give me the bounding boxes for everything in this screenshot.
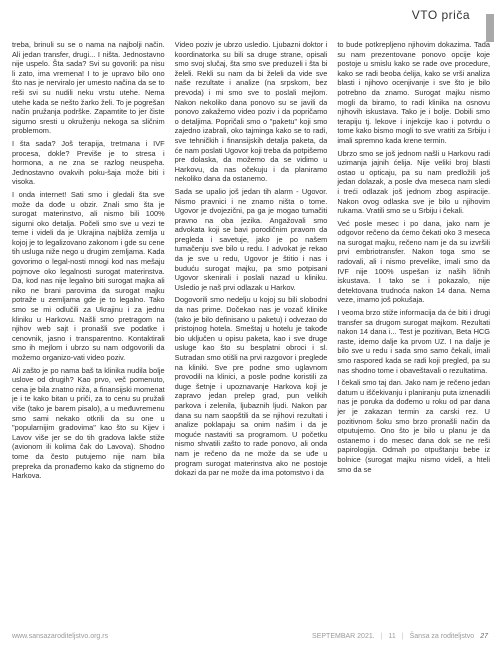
paragraph: treba, brinuli su se o nama na najbolji način. Ali jedan transfer, drugi... I ništa. Jednostavno nije uspelo. Šta sada? Svi su govorili: pa nisu li zato, ima vremena! I to je upravo bilo ono što nas je nerviralo jer umesto načina da se to reši svi su nudili neku vrstu utehe. Nema utehe kada se nešto žarko želi. To je pogrešan način pružanja podrške. Zapamtite to jer čiste sigurno sresti u okruženju nekoga sa sličnim problemom. <box>12 40 165 136</box>
paragraph: I veoma brzo stiže informacija da će biti i drugi transfer sa drugom surogat majkom. Rezultati nakon 14 dana i... Test je pozitivan, Beta HCG raste, idemo dalje ka prvom UZ. I na dalje je bilo sve u redu i sada smo samo čekali, imali smo raspored kada se radi koji pregled, pa su nas shodno tome i obaveštavali o rezultatima. <box>337 308 491 375</box>
column-3 <box>337 40 490 608</box>
paragraph: Sada se upalio još jedan tih alarm - Ugovor. Nismo pravnici i ne znamo ništa o tome. Ugovor je dvojezični, pa ga je mogao tumačiti pravno na oba jezika. Angažovali smo advokata koji se bavi porodičnim pravom da pregleda i savetuje, jako je po našem tumačenju sve bilo u redu. I advokat je rekao da je sve u redu, Ugovor je štitio i nas i buduću surogat majku, pa smo potpisani Ugovor skenirali i poslali nazad u kliniku. Usledio je naš prvi odlazak u Harkov. <box>174 186 328 292</box>
footer-separator: | <box>380 632 383 640</box>
section-marker-bar <box>486 14 494 42</box>
paragraph: Već posle mesec i po dana, jako nam je odgovor rečeno da ćemo čekati oko 3 meseca na surogat majku, rečeno nam je da su izvršili prvi embriotransfer. Nakon toga smo se radovali, ali i nismo prevelike, imali smo da IVF nije 100% uspešan iz naših ličnih iskustava. I tako se i pokazalo, nije detektovana trudnoća nakon 14 dana. Nema veze, imamo još pokušaja. <box>337 218 491 305</box>
paragraph: Video poziv je ubrzo usledio. Ljubazni doktor i koordinatorka su bili sa druge strane, opisali smo svoj slučaj, šta smo sve preduzeli i šta bi želeli. Rekli su nam da bi želeli da vide sve naše rezultate i analize (na srpskom, bez prevoda) i mi smo sve to poslali mejlom. Nakon nekoliko dana ponovo su se javili da ponovo zakažemo video poziv i da popričamo o detaljima. Popričali smo o "paketu" koji smo zajedno izabrali, oko tajminga kako se to radi, sve tehničkih i finansijskih detalja paketa, da će nam poslati Ugovor koji treba da potpišemo pre dolaska, da možemo da se vidimo u Harkovu, da nas očekuju i da planiramo nekoliko dana da ostanemo. <box>174 40 328 184</box>
section-header <box>412 8 470 22</box>
footer-magazine-name: Šansa za roditeljstvo <box>409 632 475 640</box>
footer-issue-date: SEPTEMBAR 2021. <box>312 632 375 640</box>
column-1 <box>12 40 165 608</box>
article-body <box>12 40 490 608</box>
paragraph: Ali zašto je po nama baš ta klinika nudila bolje uslove od drugih? Kao prvo, več pomenuto, cena je bila znatno niža, a finansijski momenat je i te kako bitan u priči, za to cenu su pružali više (tako je barem pisalo), a u međuvremenu smo sami nekako otkrili da su one u "popularnijim gradovima" kao što su Kijev i Lavov više jer se do tih gradova lakše stiže (avionom ili kolima čak do Lavova). Shodno tome da često putujemo nije nam bila prepreka da pronađemo kako da stignemo do Harkova. <box>12 365 165 481</box>
paragraph: Ubrzo smo se još jednom našli u Harkovu radi uzimanja jajnih ćelija. Nije veliki broj blasti ostao u opticaju, pa su nam predložili još jedan dolazak, a posle dva meseca nam sledi i treći odlazak još jednom zbog aspiracije. Nakon ovog odlaska sve je bilo u njihovim rukama. Vratili smo se u Srbiju i čekali. <box>337 148 491 216</box>
page-number: 27 <box>480 632 488 640</box>
footer-separator: | <box>401 632 404 640</box>
footer-issue-number: 11 <box>388 632 396 640</box>
paragraph: to bude potkrepljeno njihovim dokazima. Tada su nam prezentovane ponovo opcije koje postoje u smislu kako se rade ove procedure, kako se radi beoba ćelija, kako se vrši analiza blasti i njihovo ocenjivanje i sve što je bilo potrebno da znamo. Surogat majku nismo mogli da biramo, to radi klinika na osnovu njihovih iskustava. Tako je i bolje. Dobili smo terapiju tj. lekove i injekcije kao i potvrdu o tome kako bismo mogli to sve vratiti za Srbiju i imali spremno kada krene termin. <box>337 40 491 145</box>
page-footer <box>12 630 488 642</box>
paragraph: Dogovorili smo nedelju u kojoj su bili slobodni da nas prime. Dočekao nas je vozač klinike (tako je bilo definisano u paketu) i odvezao do pristojnog hotela. Smeštaj u hotelu je takođe bio uključen u opisu paketa, kao i sve druge usluge kao što su besplatni obroci i sl. Sutradan smo otišli na prvi razgovor i preglede na kliniki. Sve pre podne smo uglavnom provodili na klinici, a posle podne koristili za duge šetnje i upoznavanje Harkova koji je zapravo jedan prelep grad, pun velikih parkova i zelenila, ljubaznih ljudi. Nakon par dana su nam saopštili da se njihovi rezultati i analize poklapaju sa onim našim i da je moguće nastaviti sa programom. U početku nismo shvatili zašto to rade ponovo, ali onda nam je rečeno da ne može da se uđe u program surogat materinstva ako ne postoje dokazi da par ne može da ima potomstvo i da <box>174 295 328 478</box>
paragraph: I čekali smo taj dan. Jako nam je rečeno jedan datum u iščekivanju i planiranju puta iznenadili nas je poruka da dođemo u roku od par dana jer je zakazan termin za carski rez. U pozitivnom šoku smo brzo pronašli način da otputujemo. Ono što je bilo u planu je da ostanemo i do mesec dana dok se ne reši papirologija. Odmah po otpuštanju bebe iz bolnice (surogat majku nismo videli, a hteli smo da se <box>337 378 491 474</box>
paragraph: I šta sada? Još terapija, tretmana i IVF procesa, dokle? Previše je to stresa i hormona, a ne zna se razlog neuspeha. Jednostavno ovakvih poku-šaja može biti i visoka. <box>12 138 165 187</box>
column-2 <box>175 40 328 608</box>
section-title: VTO priča <box>411 8 470 22</box>
paragraph: I onda internet! Sati smo i gledali šta sve može da dođe u obzir. Znali smo šta je surogat materinstvo, ali nismo bili 100% sigurni oko detalja. Počeli smo sve u vezi te teme i videli da je Ukrajina najbliža zemlja u kojoj je to legalizovano zakonom i gde su cene tih usluga niže nego u drugim zemljama. Kada govorimo o legal-nosti mnogi kod nas mešaju pojmove oko legalnosti surogat materinstva. Da, kod nas nije legalno biti surogat majka ali niko ne brani parovima da surogat majku potraže u zemljama gde je to legalno. Tako smo se mi odlučili za Ukrajinu i za jednu kliniku u Harkovu. Našli smo pretragom na njihov web sajt i pronašli sve podatke i cenovnik, jasno i transparentno. Kontaktirali smo ih mejlom i ubrzo su nam odgovorili da možemo organizo-vati video poziv. <box>12 189 165 362</box>
footer-website[interactable]: www.sansazaroditeljstvo.org.rs <box>12 632 109 640</box>
